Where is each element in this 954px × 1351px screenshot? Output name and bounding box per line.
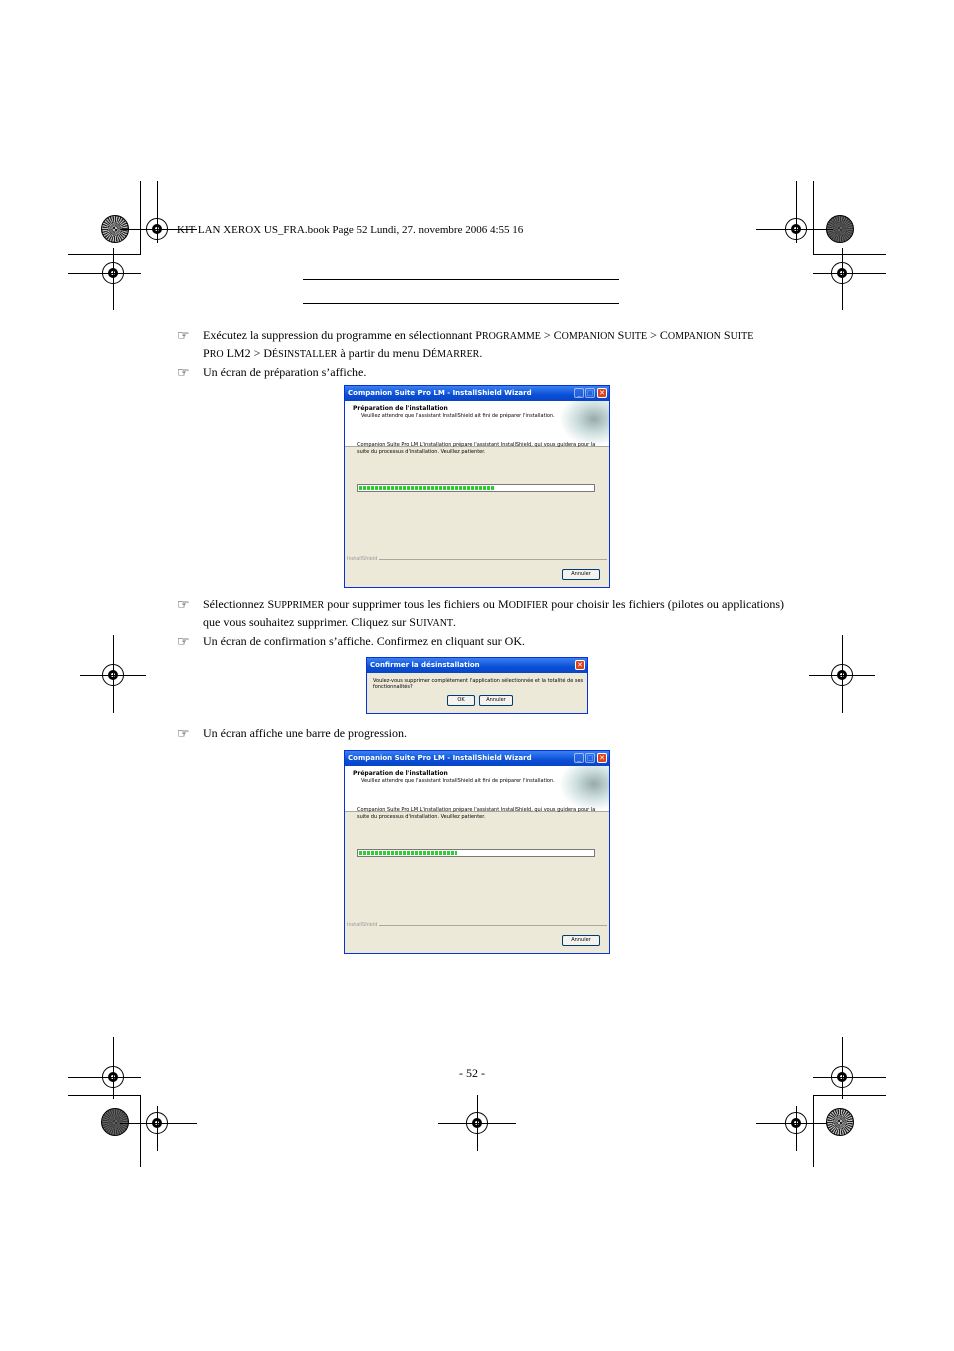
page-number: - 52 -	[459, 1066, 485, 1080]
ok-button[interactable]: OK	[447, 695, 475, 706]
window-title: Companion Suite Pro LM - InstallShield Wizard	[348, 389, 532, 397]
installshield-wizard-window	[344, 750, 610, 954]
step-select-option: Sélectionnez SUPPRIMER pour supprimer tous les fichiers ou MODIFIER pour choisir les fichiers (pilotes ou applications) que vous souhaitez supprimer. Cliquez sur SUIVANT.	[203, 597, 784, 629]
wizard-heading: Préparation de l'installation	[353, 770, 448, 777]
color-dial-icon	[101, 1108, 129, 1136]
installshield-brand: InstallShield	[347, 922, 378, 928]
step-confirm-screen: Un écran de confirmation s’affiche. Confirmez en cliquant sur OK.	[203, 634, 525, 648]
wizard-header	[345, 401, 609, 447]
wizard-body-text: Companion Suite Pro LM L'installation prépare l'assistant InstallShield, qui vous guidera pour la suite du processus d'installation. Veuillez patienter.	[357, 807, 596, 820]
wizard-heading: Préparation de l'installation	[353, 405, 448, 412]
pointing-hand-icon: ☞	[177, 365, 190, 381]
cancel-button[interactable]: Annuler	[562, 569, 600, 580]
header-rule-top	[303, 279, 619, 280]
file-info-header: KIT LAN XEROX US_FRA.book Page 52 Lundi, 27. novembre 2006 4:55 16	[177, 224, 524, 236]
cancel-button[interactable]: Annuler	[479, 695, 513, 706]
minimize-icon: _	[574, 388, 584, 398]
close-icon[interactable]: ✕	[597, 753, 607, 763]
installshield-brand: InstallShield	[347, 556, 378, 562]
window-titlebar	[345, 386, 609, 401]
color-dial-icon	[826, 1108, 854, 1136]
minimize-icon: _	[574, 753, 584, 763]
progress-fill	[359, 486, 495, 490]
installshield-logo-icon	[559, 401, 609, 446]
step-progress-screen: Un écran affiche une barre de progression.	[203, 726, 408, 740]
progress-bar	[357, 484, 595, 492]
pointing-hand-icon: ☞	[177, 634, 190, 650]
wizard-header	[345, 766, 609, 812]
pointing-hand-icon: ☞	[177, 726, 190, 742]
header-rule-bottom	[303, 303, 619, 304]
close-icon[interactable]: ✕	[597, 388, 607, 398]
pointing-hand-icon: ☞	[177, 597, 190, 613]
close-icon[interactable]: ✕	[575, 660, 585, 670]
confirm-message: Voulez-vous supprimer complètement l'application sélectionnée et la totalité de ses fonctionnalités?	[373, 678, 584, 690]
wizard-subheading: Veuillez attendre que l'assistant InstallShield ait fini de préparer l'installation.	[361, 778, 555, 784]
step-prep-screen: Un écran de préparation s’affiche.	[203, 365, 367, 379]
dialog-title: Confirmer la désinstallation	[370, 661, 480, 669]
cancel-button[interactable]: Annuler	[562, 935, 600, 946]
pointing-hand-icon: ☞	[177, 328, 190, 344]
progress-bar	[357, 849, 595, 857]
wizard-subheading: Veuillez attendre que l'assistant InstallShield ait fini de préparer l'installation.	[361, 413, 555, 419]
confirm-dialog	[366, 657, 588, 714]
window-titlebar	[345, 751, 609, 766]
installshield-wizard-window	[344, 385, 610, 588]
dialog-titlebar	[367, 658, 587, 673]
wizard-body-text: Companion Suite Pro LM L'installation prépare l'assistant InstallShield, qui vous guidera pour la suite du processus d'installation. Veuillez patienter.	[357, 442, 596, 455]
step-uninstall-instruction: Exécutez la suppression du programme en sélectionnant PROGRAMME > COMPANION SUITE > COMPANION SUITE PRO LM2 > DÉSINSTALLER à partir du menu DÉMARRER.	[203, 328, 754, 360]
window-title: Companion Suite Pro LM - InstallShield Wizard	[348, 754, 532, 762]
progress-fill	[359, 851, 457, 855]
footer-divider	[379, 559, 607, 560]
maximize-icon: □	[586, 754, 594, 762]
installshield-logo-icon	[559, 766, 609, 811]
maximize-icon: □	[586, 389, 594, 397]
footer-divider	[379, 925, 607, 926]
